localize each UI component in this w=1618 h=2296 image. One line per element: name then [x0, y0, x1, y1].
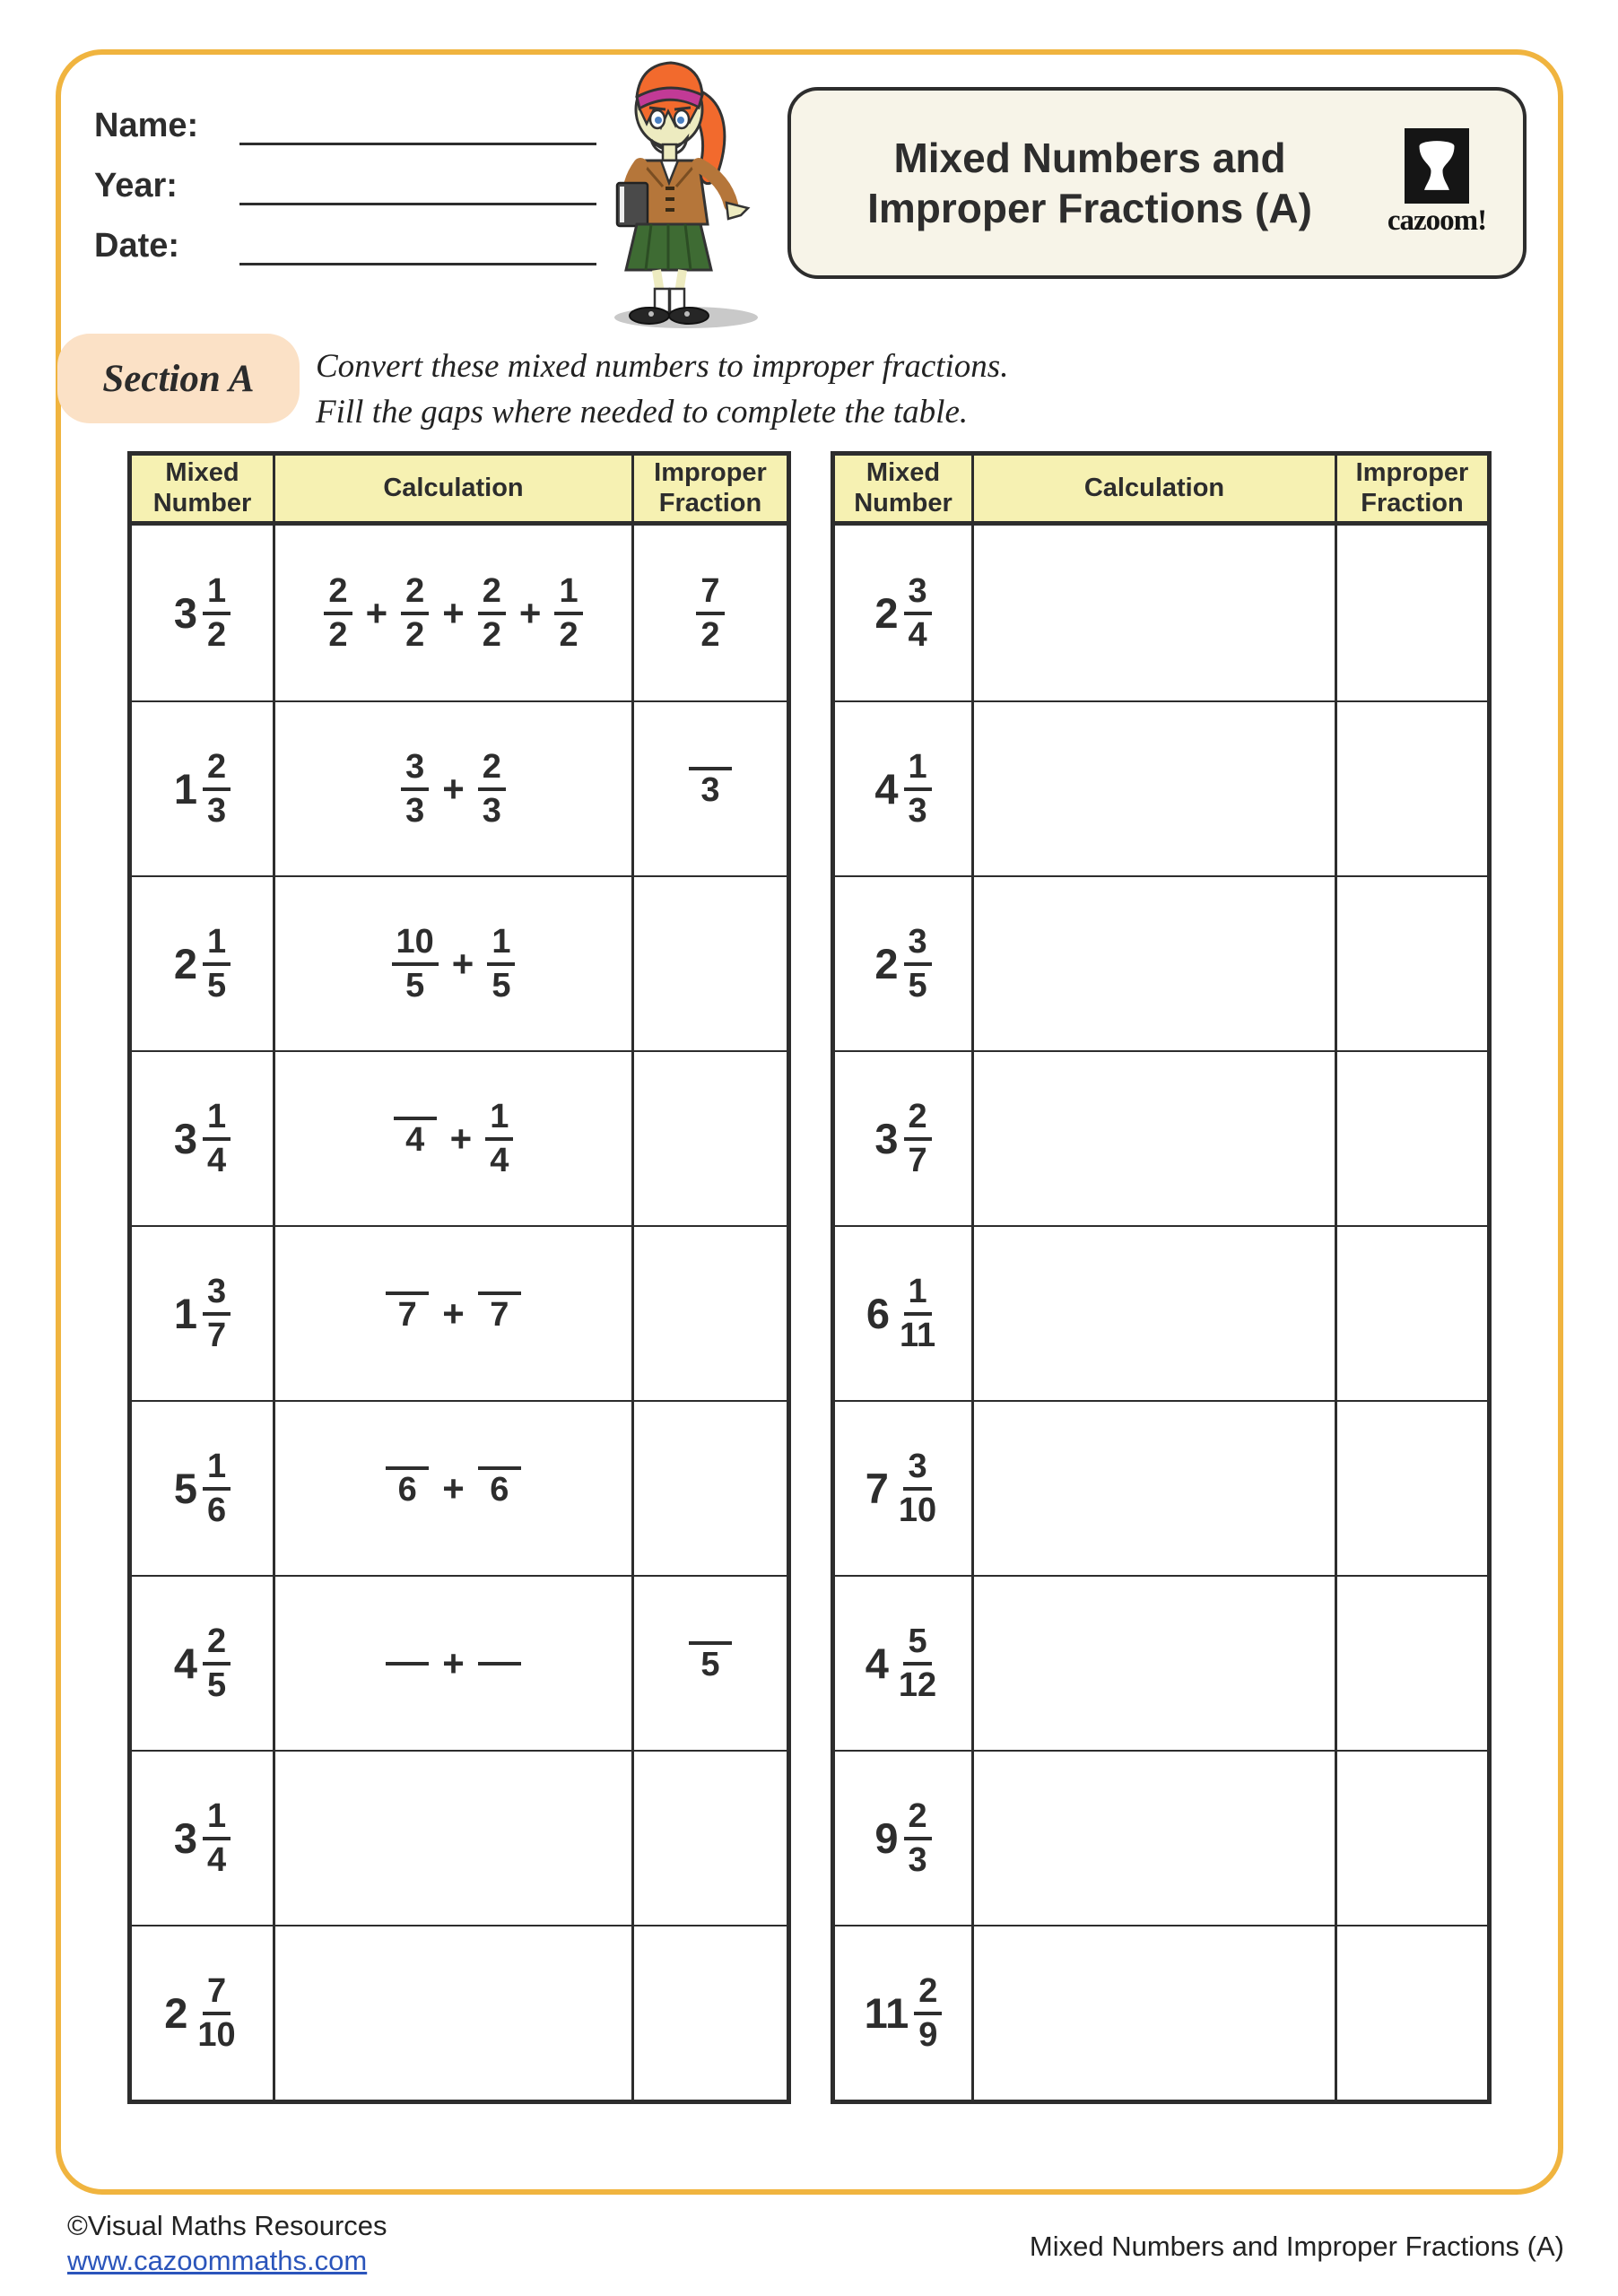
numerator: 2: [401, 571, 429, 615]
plus-sign: +: [365, 592, 388, 634]
right-table: [831, 451, 1492, 2104]
calculation-cell[interactable]: [974, 1052, 1337, 1225]
section-a-text: Section A: [102, 357, 255, 400]
fraction: [193, 1971, 239, 2056]
improper-fraction-cell[interactable]: [1337, 1926, 1487, 2100]
column-header: Calculation: [974, 456, 1337, 521]
numerator: 1: [904, 747, 932, 791]
calculation-expression: [394, 1097, 514, 1181]
fraction: [696, 571, 724, 656]
numerator: 2: [904, 1097, 932, 1141]
denominator: 2: [482, 615, 501, 654]
mixed-number-cell: [835, 1577, 974, 1750]
whole-number: 6: [866, 1290, 890, 1337]
table-row: [835, 526, 1487, 700]
mixed-number-cell: [132, 1577, 275, 1750]
calculation-fraction: [485, 1097, 513, 1181]
fraction: [689, 767, 732, 811]
improper-fraction-cell: [634, 702, 787, 875]
plus-sign: +: [442, 1642, 465, 1684]
denominator: 5: [700, 1646, 720, 1683]
improper-fraction-cell: [634, 1577, 787, 1750]
fraction: [203, 747, 231, 831]
column-header: Improper Fraction: [1355, 458, 1469, 517]
date-field-row: [94, 226, 596, 265]
improper-fraction-cell[interactable]: [634, 1402, 787, 1575]
numerator: 3: [904, 922, 932, 966]
section-a-label: [57, 334, 300, 423]
numerator: 1: [487, 922, 515, 966]
fraction: [689, 1641, 732, 1685]
mixed-number-cell: [132, 1402, 275, 1575]
calculation-fraction: [386, 1662, 429, 1665]
numerator: 3: [203, 1272, 231, 1316]
mixed-number-cell: [835, 1402, 974, 1575]
mixed-number-cell: [132, 1227, 275, 1400]
calculation-cell: [275, 1052, 634, 1225]
cazoom-logo: [1374, 128, 1500, 238]
whole-number: 1: [173, 765, 197, 813]
fraction: [203, 571, 231, 656]
fraction: [478, 1466, 521, 1510]
calculation-cell[interactable]: [974, 702, 1337, 875]
whole-number: 3: [173, 1814, 197, 1862]
fraction: [554, 571, 582, 656]
calculation-fraction: [386, 1466, 429, 1510]
mixed-number-value: [865, 1971, 943, 2056]
calculation-fraction: [478, 1466, 521, 1510]
mixed-number-value: [174, 922, 231, 1006]
table-row: [835, 1750, 1487, 1925]
mixed-number-cell: [835, 1052, 974, 1225]
calculation-expression: [392, 922, 516, 1006]
calculation-cell[interactable]: [974, 1402, 1337, 1575]
numerator: 7: [696, 571, 724, 615]
table-row: [132, 1925, 787, 2100]
improper-fraction-cell[interactable]: [1337, 702, 1487, 875]
denominator: 3: [207, 791, 227, 830]
footer-left: [67, 2208, 387, 2278]
improper-fraction-value: [696, 571, 724, 656]
whole-number: 4: [173, 1639, 197, 1687]
denominator: 4: [908, 615, 927, 654]
table-row: [132, 1050, 787, 1225]
table-row: [132, 1750, 787, 1925]
table-row: [132, 875, 787, 1050]
table-row: [835, 1925, 1487, 2100]
calculation-fraction: [478, 1662, 521, 1665]
title-line-1: Mixed Numbers and: [893, 134, 1286, 181]
numerator: 2: [203, 747, 231, 791]
mixed-number-value: [174, 747, 231, 831]
whole-number: 4: [874, 765, 899, 813]
mixed-number-value: [174, 1097, 231, 1181]
year-input-line[interactable]: [239, 171, 596, 205]
denominator: 4: [405, 1121, 425, 1159]
left-table: [127, 451, 791, 2104]
table-row: [132, 1400, 787, 1575]
calculation-fraction: [401, 571, 429, 656]
mixed-number-cell: [835, 702, 974, 875]
denominator: 6: [490, 1471, 509, 1509]
whole-number: 7: [865, 1465, 889, 1512]
improper-fraction-cell[interactable]: [634, 1227, 787, 1400]
plus-sign: +: [442, 768, 465, 810]
calculation-cell[interactable]: [974, 1926, 1337, 2100]
worksheet-title: [805, 133, 1374, 233]
calculation-cell[interactable]: [275, 1752, 634, 1925]
denominator: 2: [700, 615, 720, 654]
numerator: 1: [554, 571, 582, 615]
denominator: 3: [405, 791, 425, 830]
instructions: [316, 344, 1008, 435]
denominator: 6: [207, 1491, 227, 1529]
denominator: 3: [700, 771, 720, 809]
fraction: [904, 1796, 932, 1881]
denominator: 5: [491, 966, 511, 1004]
mixed-number-value: [164, 1971, 239, 2056]
improper-fraction-cell[interactable]: [634, 1052, 787, 1225]
girl-mascot-illustration: [592, 52, 776, 332]
fraction: [895, 1272, 940, 1356]
fraction: [894, 1622, 941, 1706]
denominator: 9: [918, 2015, 938, 2054]
fraction: [392, 922, 439, 1006]
calculation-expression: [386, 1643, 521, 1683]
fraction: [401, 571, 429, 656]
calculation-cell[interactable]: [275, 1926, 634, 2100]
denominator: 4: [207, 1840, 227, 1879]
calculation-fraction: [478, 1292, 521, 1335]
denominator: 6: [397, 1471, 417, 1509]
fraction: [904, 747, 932, 831]
denominator: 7: [490, 1296, 509, 1334]
calculation-expression: [401, 747, 506, 831]
denominator: 7: [207, 1316, 227, 1354]
mixed-number-cell: [132, 1752, 275, 1925]
denominator: 2: [405, 615, 425, 654]
mixed-number-value: [874, 922, 931, 1006]
blank-numerator[interactable]: [478, 1662, 521, 1665]
calculation-expression: [386, 1292, 521, 1335]
numerator: 1: [203, 1796, 231, 1840]
cazoommaths-link[interactable]: www.cazoommaths.com: [67, 2245, 368, 2277]
fraction: [203, 1447, 231, 1531]
calculation-expression: [386, 1466, 521, 1510]
numerator: 10: [392, 922, 439, 966]
title-line-2: Improper Fractions (A): [867, 185, 1312, 231]
table-header-row: [835, 456, 1487, 526]
mixed-number-value: [174, 1622, 231, 1706]
fraction: [386, 1292, 429, 1335]
calculation-cell: [275, 1402, 634, 1575]
mixed-number-value: [874, 747, 931, 831]
numerator: 2: [914, 1971, 942, 2015]
numerator: 2: [478, 571, 506, 615]
whole-number: 9: [874, 1814, 899, 1862]
denominator: 12: [898, 1665, 937, 1704]
mixed-number-cell: [132, 702, 275, 875]
improper-fraction-cell[interactable]: [1337, 1402, 1487, 1575]
copyright-text: ©Visual Maths Resources: [67, 2210, 387, 2241]
numerator: 1: [904, 1272, 932, 1316]
fraction: [914, 1971, 942, 2056]
denominator: 7: [908, 1141, 927, 1179]
plus-sign: +: [518, 592, 542, 634]
fraction: [401, 747, 429, 831]
mixed-number-value: [174, 1272, 231, 1356]
fraction: [324, 571, 352, 656]
numerator: 5: [903, 1622, 931, 1665]
fraction: [904, 922, 932, 1006]
calculation-cell: [275, 1577, 634, 1750]
calculation-cell[interactable]: [974, 1577, 1337, 1750]
table-row: [835, 1050, 1487, 1225]
numerator: 2: [904, 1796, 932, 1840]
name-label: Name:: [94, 107, 199, 144]
calculation-fraction: [394, 1117, 437, 1161]
numerator: 1: [203, 571, 231, 615]
denominator: 10: [898, 1491, 937, 1529]
whole-number: 3: [173, 1115, 197, 1162]
title-box: [787, 87, 1527, 279]
year-field-row: [94, 166, 596, 205]
fraction: [478, 1662, 521, 1665]
table-row: [835, 700, 1487, 875]
calculation-cell: [275, 702, 634, 875]
table-row: [132, 1225, 787, 1400]
calculation-cell: [275, 877, 634, 1050]
mixed-number-cell: [835, 877, 974, 1050]
fraction: [478, 1292, 521, 1335]
mixed-number-value: [874, 571, 931, 656]
denominator: 3: [482, 791, 501, 830]
improper-fraction-cell[interactable]: [1337, 877, 1487, 1050]
calculation-fraction: [392, 922, 439, 1006]
mixed-number-value: [874, 1796, 931, 1881]
plus-sign: +: [442, 1292, 465, 1335]
mixed-number-value: [174, 571, 231, 656]
improper-fraction-cell[interactable]: [1337, 526, 1487, 700]
improper-fraction-cell[interactable]: [1337, 1227, 1487, 1400]
column-header: Improper Fraction: [654, 458, 767, 517]
denominator: 5: [908, 966, 927, 1004]
improper-fraction-cell[interactable]: [1337, 1752, 1487, 1925]
table-row: [132, 1575, 787, 1750]
footer-worksheet-title: Mixed Numbers and Improper Fractions (A): [1029, 2231, 1564, 2262]
numerator: 3: [904, 571, 932, 615]
numerator: 7: [203, 1971, 231, 2015]
fraction: [904, 571, 932, 656]
plus-sign: +: [449, 1118, 473, 1160]
column-header: Mixed Number: [132, 456, 275, 521]
denominator: 10: [197, 2015, 236, 2054]
name-input-line[interactable]: [239, 111, 596, 145]
fraction: [485, 1097, 513, 1181]
improper-fraction-cell[interactable]: [634, 1926, 787, 2100]
table-header-row: [132, 456, 787, 526]
calculation-fraction: [386, 1292, 429, 1335]
date-label: Date:: [94, 227, 180, 265]
table-row: [835, 1400, 1487, 1575]
improper-fraction-cell[interactable]: [1337, 1577, 1487, 1750]
calculation-cell[interactable]: [974, 1227, 1337, 1400]
mixed-number-cell: [132, 1926, 275, 2100]
cazoom-drum-icon: [1405, 128, 1469, 204]
denominator: 11: [899, 1316, 936, 1354]
denominator: 5: [207, 1665, 227, 1704]
fraction: [394, 1117, 437, 1161]
fraction: [478, 571, 506, 656]
table-row: [132, 700, 787, 875]
numerator: 2: [478, 747, 506, 791]
year-label: Year:: [94, 167, 178, 204]
whole-number: 2: [164, 1989, 188, 2037]
mixed-number-value: [866, 1622, 941, 1706]
calculation-fraction: [324, 571, 352, 656]
whole-number: 1: [173, 1290, 197, 1337]
denominator: 3: [908, 791, 927, 830]
fraction: [904, 1097, 932, 1181]
fraction: [478, 747, 506, 831]
improper-fraction-value: [689, 767, 732, 811]
improper-fraction-value: [689, 1641, 732, 1685]
mixed-number-cell: [835, 1227, 974, 1400]
mixed-number-cell: [835, 1926, 974, 2100]
calculation-expression: [324, 571, 582, 656]
blank-numerator[interactable]: [386, 1662, 429, 1665]
cazoom-logo-text: cazoom!: [1387, 204, 1487, 237]
numerator: 2: [324, 571, 352, 615]
column-header: Mixed Number: [835, 456, 974, 521]
fraction: [386, 1466, 429, 1510]
whole-number: 2: [173, 940, 197, 987]
calculation-cell[interactable]: [974, 877, 1337, 1050]
plus-sign: +: [442, 1467, 465, 1509]
whole-number: 5: [173, 1465, 197, 1512]
denominator: 2: [559, 615, 578, 654]
date-input-line[interactable]: [239, 231, 596, 265]
table-row: [835, 875, 1487, 1050]
denominator: 4: [490, 1141, 509, 1179]
student-info-fields: [94, 106, 596, 286]
table-row: [132, 526, 787, 700]
numerator: 3: [401, 747, 429, 791]
plus-sign: +: [451, 943, 474, 985]
calculation-cell: [275, 1227, 634, 1400]
numerator: 1: [203, 1097, 231, 1141]
table-row: [835, 1225, 1487, 1400]
mixed-number-cell: [835, 1752, 974, 1925]
whole-number: 11: [864, 1989, 909, 2037]
fraction: [386, 1662, 429, 1665]
whole-number: 3: [173, 589, 197, 637]
plus-sign: +: [442, 592, 465, 634]
mixed-number-cell: [132, 877, 275, 1050]
improper-fraction-cell: [634, 526, 787, 700]
numerator: 3: [903, 1447, 931, 1491]
calculation-cell: [275, 526, 634, 700]
fraction: [203, 922, 231, 1006]
mixed-number-cell: [835, 526, 974, 700]
mixed-number-value: [874, 1097, 931, 1181]
whole-number: 4: [865, 1639, 889, 1687]
numerator: 2: [203, 1622, 231, 1665]
numerator: 1: [203, 1447, 231, 1491]
column-header: Calculation: [275, 456, 634, 521]
improper-fraction-cell[interactable]: [1337, 1052, 1487, 1225]
whole-number: 3: [874, 1115, 899, 1162]
improper-fraction-cell[interactable]: [634, 1752, 787, 1925]
numerator: 1: [485, 1097, 513, 1141]
whole-number: 2: [874, 940, 899, 987]
calculation-fraction: [478, 747, 506, 831]
calculation-cell[interactable]: [974, 526, 1337, 700]
numerator: 1: [203, 922, 231, 966]
denominator: 2: [328, 615, 348, 654]
mixed-number-value: [174, 1796, 231, 1881]
calculation-fraction: [554, 571, 582, 656]
fraction: [203, 1272, 231, 1356]
mixed-number-value: [866, 1272, 940, 1356]
fraction: [203, 1796, 231, 1881]
whole-number: 2: [874, 589, 899, 637]
fraction: [203, 1097, 231, 1181]
denominator: 2: [207, 615, 227, 654]
instruction-line-1: Convert these mixed numbers to improper fractions.: [316, 348, 1009, 385]
mixed-number-value: [174, 1447, 231, 1531]
mixed-number-value: [866, 1447, 941, 1531]
calculation-fraction: [401, 747, 429, 831]
denominator: 7: [397, 1296, 417, 1334]
calculation-fraction: [487, 922, 515, 1006]
fraction: [487, 922, 515, 1006]
mixed-number-cell: [132, 526, 275, 700]
fraction: [894, 1447, 941, 1531]
denominator: 4: [207, 1141, 227, 1179]
instruction-line-2: Fill the gaps where needed to complete the table.: [316, 394, 969, 431]
denominator: 5: [207, 966, 227, 1004]
mixed-number-cell: [132, 1052, 275, 1225]
table-row: [835, 1575, 1487, 1750]
calculation-cell[interactable]: [974, 1752, 1337, 1925]
name-field-row: [94, 106, 596, 145]
calculation-fraction: [478, 571, 506, 656]
denominator: 5: [405, 966, 425, 1004]
improper-fraction-cell[interactable]: [634, 877, 787, 1050]
denominator: 3: [908, 1840, 927, 1879]
fraction: [203, 1622, 231, 1706]
